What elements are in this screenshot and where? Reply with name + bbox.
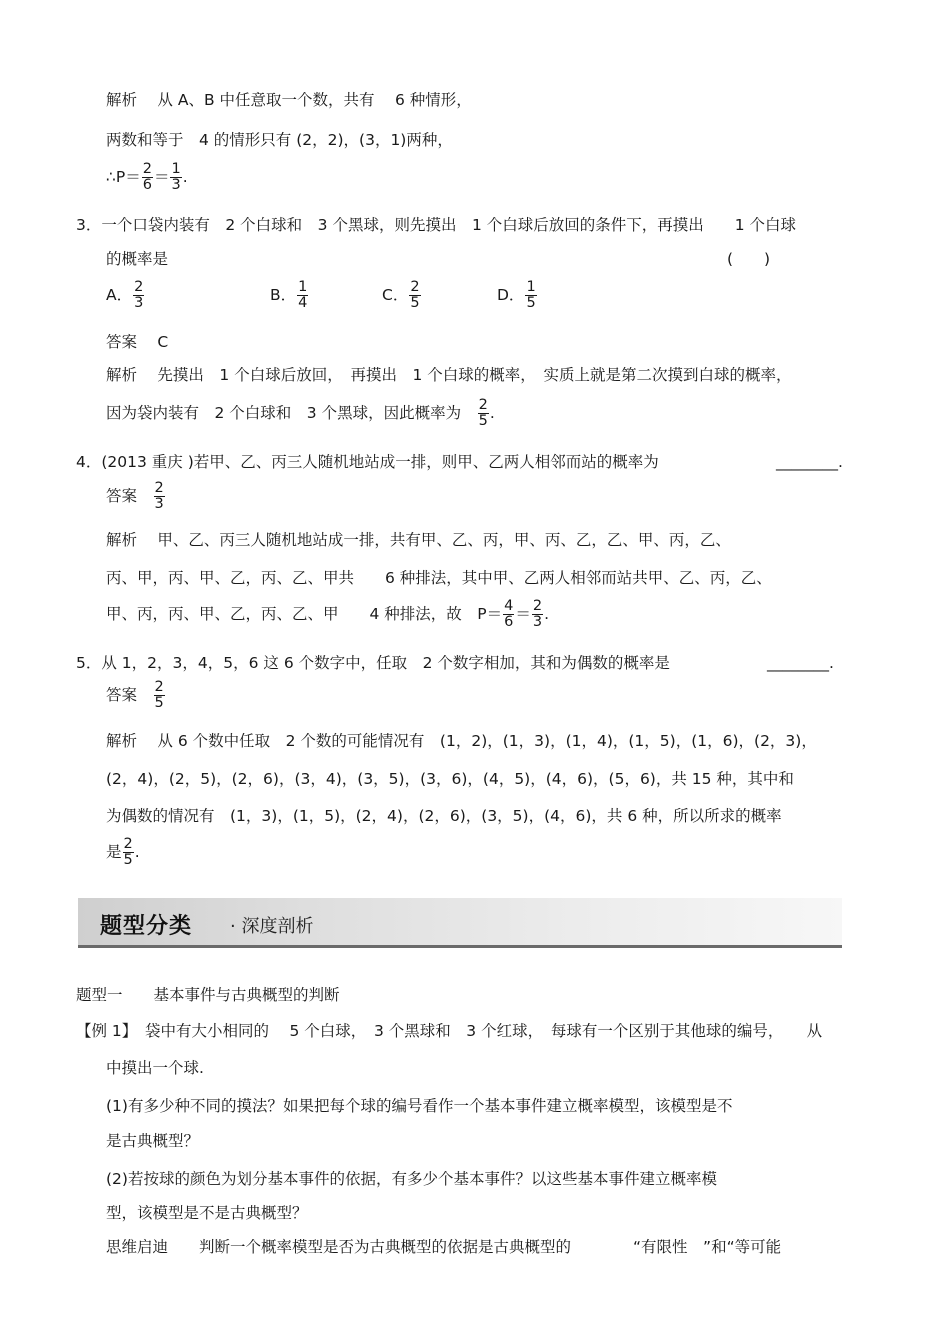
fraction: $\frac{1}{3}$ xyxy=(171,161,181,193)
answer-blank: ________. xyxy=(767,654,834,672)
equals-sign: ＝ xyxy=(153,168,170,186)
fraction: $\frac{2}{6}$ xyxy=(142,161,152,193)
option-c: C． $\frac{2}{5}$ xyxy=(382,279,420,311)
formula-prefix: ∴P＝ xyxy=(106,168,141,186)
fraction: $\frac{4}{6}$ xyxy=(504,598,514,630)
solution-line: 是 $\frac{2}{5}$ . xyxy=(106,836,140,868)
answer-line: 答案 $\frac{2}{5}$ xyxy=(106,679,164,711)
example-part-1-cont: 是古典概型？ xyxy=(106,1132,200,1150)
solution-line: 解析 从 A、B 中任意取一个数，共有 6 种情形， xyxy=(106,91,472,109)
thinking-hint: 思维启迪 判断一个概率模型是否为古典概型的依据是古典概型的 “有限性 ”和“等可能 xyxy=(106,1238,782,1256)
solution-line: 因为袋内装有 2 个白球和 3 个黑球，因此概率为 $\frac{2}{5}$ . xyxy=(106,397,495,429)
solution-line: (2，4)，(2，5)，(2，6)，(3，4)，(3，5)，(3，6)，(4，5)，(4，6)，(5，6)，共 15 种，其中和 xyxy=(106,770,794,788)
option-d: D． $\frac{1}{5}$ xyxy=(497,279,536,311)
answer-line: 答案 $\frac{2}{3}$ xyxy=(106,480,164,512)
answer-bracket: ( ) xyxy=(727,250,771,268)
fraction: $\frac{2}{5}$ xyxy=(478,397,488,429)
question-4-stem: 4．(2013 重庆 )若甲、乙、丙三人随机地站成一排，则甲、乙两人相邻而站的概率为 xyxy=(76,453,659,471)
example-part-2-cont: 型，该模型是不是古典概型？ xyxy=(106,1204,308,1222)
question-3-stem-cont: 的概率是 xyxy=(106,250,169,268)
solution-line: 为偶数的情况有 (1，3)，(1，5)，(2，4)，(2，6)，(3，5)，(4，6)，共 6 种，所以所求的概率 xyxy=(106,807,782,825)
answer-blank: ________. xyxy=(776,453,843,471)
type-heading: 题型一 基本事件与古典概型的判断 xyxy=(76,986,340,1004)
example-part-2: (2)若按球的颜色为划分基本事件的依据，有多少个基本事件？以这些基本事件建立概率模 xyxy=(106,1170,717,1188)
solution-line: 甲、丙，丙、甲、乙，丙、乙、甲 4 种排法，故 P＝ $\frac{4}{6}$ ＝ $\frac{2}{3}$ . xyxy=(106,598,550,630)
banner-title: 题型分类 xyxy=(100,914,193,939)
example-1-stem-cont: 中摸出一个球. xyxy=(106,1059,204,1077)
section-banner xyxy=(78,898,842,948)
fraction: $\frac{2}{3}$ xyxy=(532,598,543,630)
banner-subtitle: · 深度剖析 xyxy=(230,916,314,937)
fraction: $\frac{2}{3}$ xyxy=(154,480,164,512)
option-a: A． $\frac{2}{3}$ xyxy=(106,279,144,311)
period: . xyxy=(182,168,188,186)
fraction: $\frac{2}{5}$ xyxy=(154,679,164,711)
example-part-1: (1)有多少种不同的摸法？如果把每个球的编号看作一个基本事件建立概率模型，该模型是不 xyxy=(106,1097,733,1115)
question-5-stem: 5．从 1，2，3，4，5，6 这 6 个数字中，任取 2 个数字相加，其和为偶数的概率是 xyxy=(76,654,670,672)
formula-line xyxy=(106,162,188,193)
solution-line: 解析 先摸出 1 个白球后放回， 再摸出 1 个白球的概率， 实质上就是第二次摸到白球的概率， xyxy=(106,366,792,384)
option-b: B． $\frac{1}{4}$ xyxy=(270,279,308,311)
solution-line: 两数和等于 4 的情形只有 (2，2)，(3，1)两种， xyxy=(106,131,453,149)
solution-line: 丙、甲，丙、甲、乙，丙、乙、甲共 6 种排法，其中甲、乙两人相邻而站共甲、乙、丙，乙、 xyxy=(106,569,772,587)
question-3-stem: 3．一个口袋内装有 2 个白球和 3 个黑球，则先摸出 1 个白球后放回的条件下，再摸出 1 个白球 xyxy=(76,216,797,234)
example-1-stem: 【例 1】 袋中有大小相同的 5 个白球， 3 个黑球和 3 个红球， 每球有一个区别于其他球的编号， 从 xyxy=(76,1022,823,1040)
solution-line: 解析 甲、乙、丙三人随机地站成一排，共有甲、乙、丙，甲、丙、乙，乙、甲、丙，乙、 xyxy=(106,531,731,549)
fraction: $\frac{2}{5}$ xyxy=(123,836,133,868)
answer-line: 答案 C xyxy=(106,333,169,351)
solution-line: 解析 从 6 个数中任取 2 个数的可能情况有 (1，2)，(1，3)，(1，4)，(1，5)，(1，6)，(2，3)， xyxy=(106,732,817,750)
